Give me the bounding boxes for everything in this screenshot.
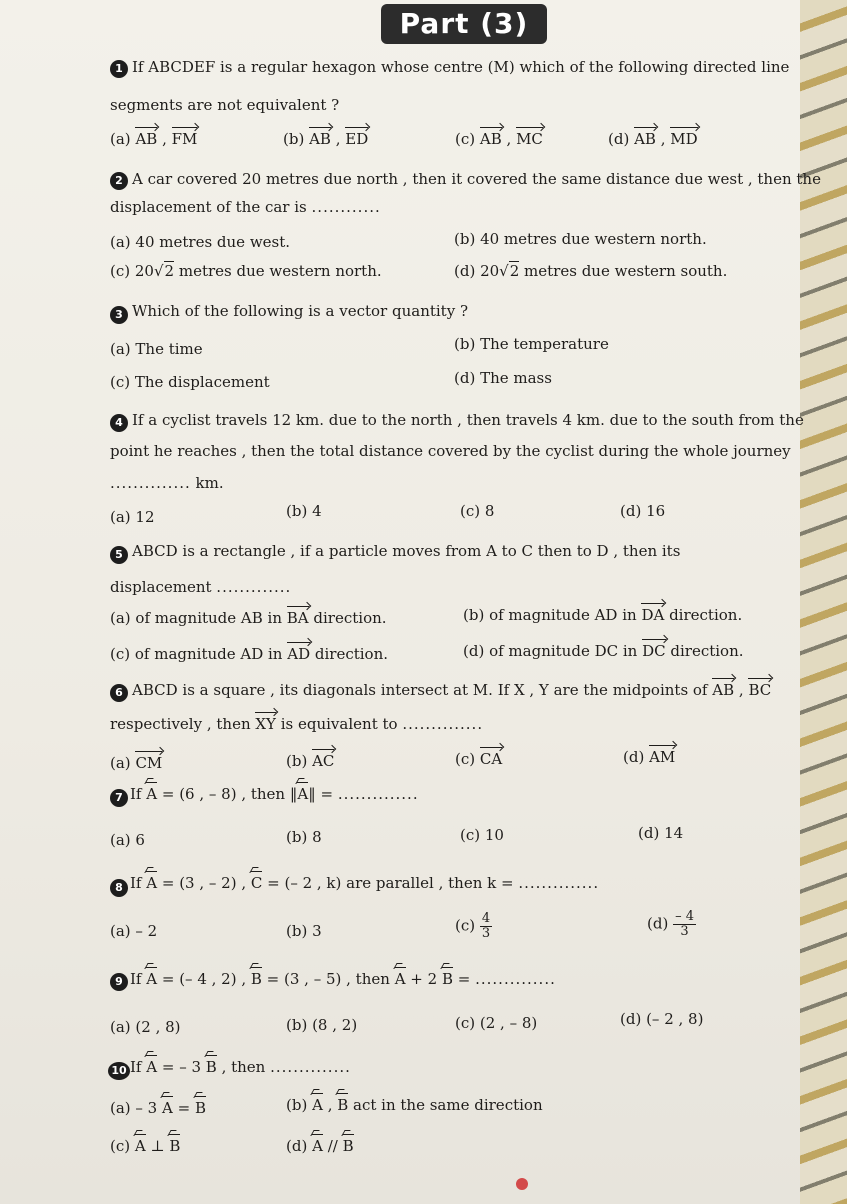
q1-option-b-vector2: ED	[345, 130, 369, 148]
q6-vector-xy: XY	[255, 715, 276, 733]
q4-option-c[interactable]: (c) 8	[460, 502, 495, 520]
q3-text: Which of the following is a vector quantity ?	[132, 302, 468, 320]
q2-option-c[interactable]	[110, 262, 382, 280]
q5-option-c-vector: AD	[287, 645, 311, 663]
q9-option-c[interactable]: (c) (2 , – 8)	[455, 1014, 538, 1032]
q6-option-d-label: (d)	[623, 748, 645, 766]
q6-text-line1	[132, 681, 771, 699]
q5-option-c-text: (c) of magnitude AD in	[110, 645, 288, 663]
q10-option-b-post: act in the same direction	[348, 1096, 543, 1114]
q8-option-d-label: (d)	[647, 914, 669, 933]
q6-option-c[interactable]	[455, 750, 502, 768]
q9-vector-b: B	[250, 970, 262, 988]
question-number-4: 4	[110, 414, 128, 432]
q5-answer-blank[interactable]: .............	[216, 578, 292, 596]
q6-option-a[interactable]	[110, 754, 162, 772]
sqrt-icon: √	[153, 262, 164, 280]
q10-answer-blank[interactable]: ..............	[270, 1058, 351, 1076]
question-number-8: 8	[110, 879, 128, 897]
q10-text	[130, 1058, 351, 1076]
q8-option-c[interactable]	[455, 912, 492, 941]
q10-option-d-pre: (d)	[286, 1137, 313, 1155]
q2-option-b[interactable]: (b) 40 metres due western north.	[454, 230, 707, 248]
q5-text-line1: ABCD is a rectangle , if a particle moves from A to C then to D , then its	[132, 542, 681, 560]
q3-option-b[interactable]: (b) The temperature	[454, 335, 609, 353]
q5-option-b-vector: DA	[641, 606, 665, 624]
q10-text-post: , then	[216, 1058, 266, 1076]
question-number-1: 1	[110, 60, 128, 78]
q3-option-a[interactable]: (a) The time	[110, 340, 203, 358]
q10-option-b-mid: ,	[322, 1096, 338, 1114]
question-number-10: 10	[108, 1062, 130, 1080]
q2-option-d-root: 2	[509, 262, 520, 280]
q2-option-d-label: (d) 20	[454, 262, 500, 280]
q7-option-d[interactable]: (d) 14	[638, 824, 684, 842]
q6-option-b-label: (b)	[286, 752, 308, 770]
q6-option-c-vector: CA	[479, 750, 503, 768]
q10-option-b-pre: (b)	[286, 1096, 313, 1114]
q7-vector-a: A	[146, 785, 158, 803]
q5-option-d-vector: DC	[642, 642, 666, 660]
q10-option-c-pre: (c)	[110, 1137, 135, 1155]
question-number-7: 7	[110, 789, 128, 807]
q9-vector-a: A	[146, 970, 158, 988]
question-number-5: 5	[110, 546, 128, 564]
q10-option-c-vector-b: B	[169, 1137, 181, 1155]
q4-option-a[interactable]: (a) 12	[110, 508, 155, 526]
q9-option-a[interactable]: (a) (2 , 8)	[110, 1018, 181, 1036]
q10-option-d[interactable]	[286, 1137, 354, 1155]
q7-answer-blank[interactable]: ..............	[337, 785, 419, 803]
q1-option-c-vector1: AB	[479, 130, 502, 148]
q1-option-c[interactable]: (c) AB , MC	[455, 130, 543, 148]
q9-vector-a2: A	[394, 970, 406, 988]
q7-vector-a-norm: A	[297, 785, 309, 803]
q6-separator: ,	[734, 681, 749, 699]
q6-option-a-label: (a)	[110, 754, 131, 772]
q5-option-c-post: direction.	[310, 645, 389, 663]
q5-option-b-post: direction.	[664, 606, 743, 624]
q7-text-mid: = (6 , – 8) , then ‖	[157, 785, 298, 803]
q10-option-b-vector-b: B	[337, 1096, 349, 1114]
q4-option-b[interactable]: (b) 4	[286, 502, 322, 520]
q8-option-d-denominator: 3	[680, 924, 689, 939]
q10-option-b-vector-a: A	[312, 1096, 323, 1114]
q10-option-a-pre: (a) – 3	[110, 1099, 162, 1117]
q5-option-a-vector: BA	[286, 609, 309, 627]
q7-text-post: ‖ =	[308, 785, 334, 803]
q7-option-b[interactable]: (b) 8	[286, 828, 322, 846]
q10-option-c-mid: ⊥	[145, 1137, 170, 1155]
q6-option-c-label: (c)	[455, 750, 476, 768]
q5-option-a-text: (a) of magnitude AB in	[110, 609, 287, 627]
q1-option-a[interactable]: (a) AB , FM	[110, 130, 198, 148]
q1-option-d-label: (d)	[608, 130, 630, 148]
q4-answer-blank[interactable]: ..............	[110, 474, 191, 492]
q8-option-c-denominator: 3	[481, 926, 491, 941]
q5-option-d-post: direction.	[665, 642, 744, 660]
q9-text	[130, 970, 556, 988]
q2-text-line1: A car covered 20 metres due north , then it covered the same distance due west , then the	[132, 170, 821, 188]
q4-unit: km.	[195, 474, 224, 492]
q4-option-d[interactable]: (d) 16	[620, 502, 666, 520]
q6-answer-blank[interactable]: ..............	[402, 715, 484, 733]
q1-text-line1: If ABCDEF is a regular hexagon whose centre (M) which of the following directed line	[132, 58, 790, 76]
q1-option-a-vector2: FM	[171, 130, 198, 148]
q2-option-c-rest: metres due western north.	[174, 262, 382, 280]
q10-option-a[interactable]	[110, 1099, 206, 1117]
q6-text-line1-text: ABCD is a square , its diagonals intersect at M. If X , Y are the midpoints of	[132, 681, 713, 699]
q5-option-a-post: direction.	[308, 609, 387, 627]
q5-option-d[interactable]	[463, 642, 744, 660]
q2-text-line2	[110, 198, 381, 216]
q8-text-pre: If	[130, 874, 147, 892]
q5-text-line2	[110, 578, 291, 596]
q6-option-a-vector: CM	[135, 754, 163, 772]
q8-option-a[interactable]: (a) – 2	[110, 922, 158, 940]
q10-option-d-mid: //	[322, 1137, 343, 1155]
q10-option-c[interactable]	[110, 1137, 180, 1155]
q4-text-line3	[110, 474, 224, 492]
q10-option-c-vector-a: A	[134, 1137, 146, 1155]
q9-option-b[interactable]: (b) (8 , 2)	[286, 1016, 358, 1034]
q10-option-a-vector-b: B	[194, 1099, 206, 1117]
q10-option-d-vector-b: B	[342, 1137, 354, 1155]
q10-text-pre: If	[130, 1058, 147, 1076]
q6-option-b-vector: AC	[312, 752, 335, 770]
q2-option-d-rest: metres due western south.	[519, 262, 728, 280]
q5-option-b[interactable]	[463, 606, 742, 624]
q8-text	[130, 874, 599, 892]
q6-text-line2-post: is equivalent to	[275, 715, 398, 733]
q7-option-c[interactable]: (c) 10	[460, 826, 504, 844]
q5-option-c[interactable]	[110, 645, 388, 663]
q6-option-b[interactable]	[286, 752, 334, 770]
q8-option-b[interactable]: (b) 3	[286, 922, 322, 940]
q5-option-a[interactable]	[110, 609, 387, 627]
q10-vector-b: B	[205, 1058, 217, 1076]
q9-vector-b2: B	[441, 970, 453, 988]
q6-vector-ab: AB	[712, 681, 735, 699]
q1-option-b-vector1: AB	[309, 130, 331, 148]
q7-text-pre: If	[130, 785, 147, 803]
q9-text-mid3: + 2	[405, 970, 442, 988]
page-title: Part (3)	[381, 4, 547, 44]
q8-option-d-numerator: – 4	[675, 909, 694, 924]
q10-option-a-mid: =	[172, 1099, 195, 1117]
q8-text-mid1: = (3 , – 2) ,	[157, 874, 251, 892]
q5-option-b-text: (b) of magnitude AD in	[463, 606, 642, 624]
q2-answer-blank[interactable]: ............	[311, 198, 381, 216]
q9-text-pre: If	[130, 970, 147, 988]
q5-option-d-text: (d) of magnitude DC in	[463, 642, 643, 660]
q8-answer-blank[interactable]: ..............	[518, 874, 600, 892]
q1-option-a-vector1: AB	[135, 130, 158, 148]
q6-option-d[interactable]	[623, 748, 675, 766]
question-number-3: 3	[110, 306, 128, 324]
q2-option-d[interactable]	[454, 262, 727, 280]
pin-dot-decoration	[516, 1178, 528, 1190]
q4-text-line1: If a cyclist travels 12 km. due to the north , then travels 4 km. due to the south from the	[132, 411, 804, 429]
q2-option-c-label: (c) 20	[110, 262, 154, 280]
q10-option-a-vector-a: A	[162, 1099, 173, 1117]
sqrt-icon: √	[499, 262, 509, 280]
q5-text-line2-text: displacement	[110, 578, 212, 596]
q6-text-line2	[110, 715, 483, 733]
q9-text-mid1: = (– 4 , 2) ,	[157, 970, 251, 988]
q1-option-a-label: (a)	[110, 130, 131, 148]
q1-option-b-label: (b)	[283, 130, 305, 148]
q8-option-c-fraction	[480, 912, 492, 941]
q9-text-mid2: = (3 , – 5) , then	[261, 970, 395, 988]
q1-option-d[interactable]: (d) AB , MD	[608, 130, 698, 148]
q8-option-c-numerator: 4	[481, 911, 491, 926]
q9-answer-blank[interactable]: ..............	[475, 970, 556, 988]
q8-text-mid2: = (– 2 , k) are parallel , then k =	[262, 874, 514, 892]
q7-text	[130, 785, 419, 803]
q4-text-line2: point he reaches , then the total distance covered by the cyclist during the whole journey	[110, 442, 791, 460]
question-number-2: 2	[110, 172, 128, 190]
q3-option-c[interactable]: (c) The displacement	[110, 373, 270, 391]
q6-option-d-vector: AM	[649, 748, 676, 766]
q6-vector-bc: BC	[748, 681, 772, 699]
q1-option-d-vector1: AB	[634, 130, 656, 148]
q2-option-a[interactable]: (a) 40 metres due west.	[110, 233, 291, 251]
q8-option-d[interactable]	[647, 910, 696, 939]
q9-option-d[interactable]: (d) (– 2 , 8)	[620, 1010, 704, 1028]
q10-vector-a: A	[146, 1058, 158, 1076]
q1-option-b[interactable]: (b) AB , ED	[283, 130, 369, 148]
question-number-9: 9	[110, 973, 128, 991]
q7-option-a[interactable]: (a) 6	[110, 831, 145, 849]
q10-text-mid: = – 3	[157, 1058, 206, 1076]
q1-option-c-label: (c)	[455, 130, 476, 148]
q8-vector-a: A	[146, 874, 158, 892]
q6-text-line2-pre: respectively , then	[110, 715, 256, 733]
q1-option-d-vector2: MD	[670, 130, 698, 148]
q1-text-line2: segments are not equivalent ?	[110, 96, 340, 114]
q10-option-b[interactable]	[286, 1096, 543, 1114]
q1-option-c-vector2: MC	[516, 130, 543, 148]
q8-option-d-fraction	[673, 910, 696, 939]
q10-option-d-vector-a: A	[312, 1137, 323, 1155]
q9-text-post: =	[452, 970, 471, 988]
q8-option-c-label: (c)	[455, 916, 476, 935]
q2-text-line2-text: displacement of the car is	[110, 198, 307, 216]
q8-vector-c: C	[250, 874, 263, 892]
question-number-6: 6	[110, 684, 128, 702]
q3-option-d[interactable]: (d) The mass	[454, 369, 552, 387]
q2-option-c-root: 2	[164, 262, 175, 280]
